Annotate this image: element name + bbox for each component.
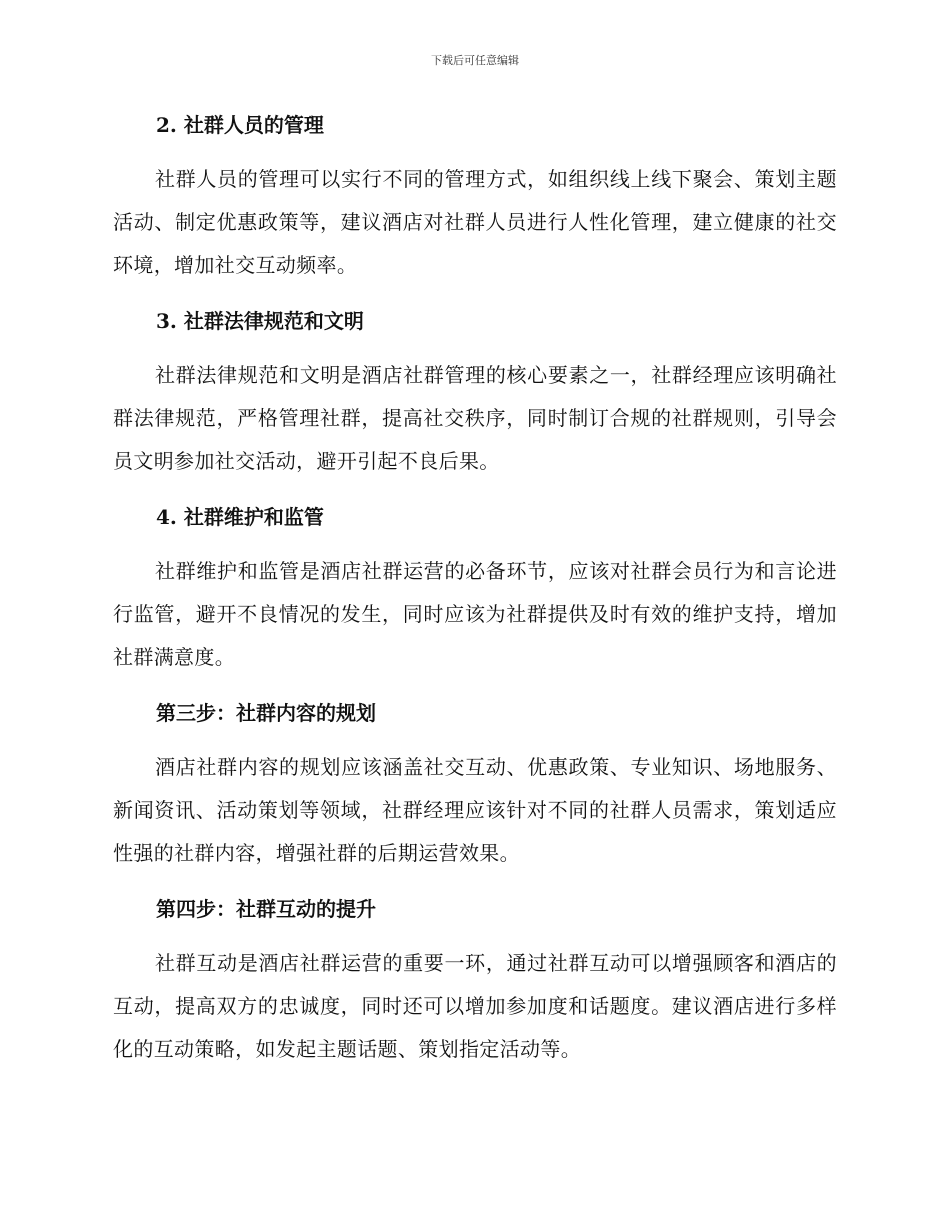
section-heading: 第三步：社群内容的规划 <box>156 701 376 725</box>
section-heading: 3. 社群法律规范和文明 <box>156 309 364 333</box>
section-paragraph: 酒店社群内容的规划应该涵盖社交互动、优惠政策、专业知识、场地服务、新闻资讯、活动策划等领域，社群经理应该针对不同的社群人员需求，策划适应性强的社群内容，增强社群的后期运营效果。 <box>113 755 837 865</box>
page-header: 下载后可任意编辑 <box>431 54 519 67</box>
section-paragraph: 社群维护和监管是酒店社群运营的必备环节，应该对社群会员行为和言论进行监管，避开不良情况的发生，同时应该为社群提供及时有效的维护支持，增加社群满意度。 <box>113 559 837 669</box>
section-heading: 2. 社群人员的管理 <box>156 113 324 137</box>
section-people-management <box>113 108 837 287</box>
section-heading: 4. 社群维护和监管 <box>156 505 324 529</box>
section-paragraph: 社群互动是酒店社群运营的重要一环，通过社群互动可以增强顾客和酒店的互动，提高双方的忠诚度，同时还可以增加参加度和话题度。建议酒店进行多样化的互动策略，如发起主题话题、策划指定活动等。 <box>113 951 837 1061</box>
section-legal-norms <box>113 304 837 483</box>
section-heading: 第四步：社群互动的提升 <box>156 897 376 921</box>
document-body <box>113 108 837 1071</box>
section-maintenance-supervision <box>113 500 837 679</box>
section-paragraph: 社群法律规范和文明是酒店社群管理的核心要素之一，社群经理应该明确社群法律规范，严格管理社群，提高社交秩序，同时制订合规的社群规则，引导会员文明参加社交活动，避开引起不良后果。 <box>113 363 837 473</box>
section-paragraph: 社群人员的管理可以实行不同的管理方式，如组织线上线下聚会、策划主题活动、制定优惠政策等，建议酒店对社群人员进行人性化管理，建立健康的社交环境，增加社交互动频率。 <box>113 167 837 277</box>
section-content-planning <box>113 696 837 875</box>
section-interaction-improvement <box>113 892 837 1071</box>
